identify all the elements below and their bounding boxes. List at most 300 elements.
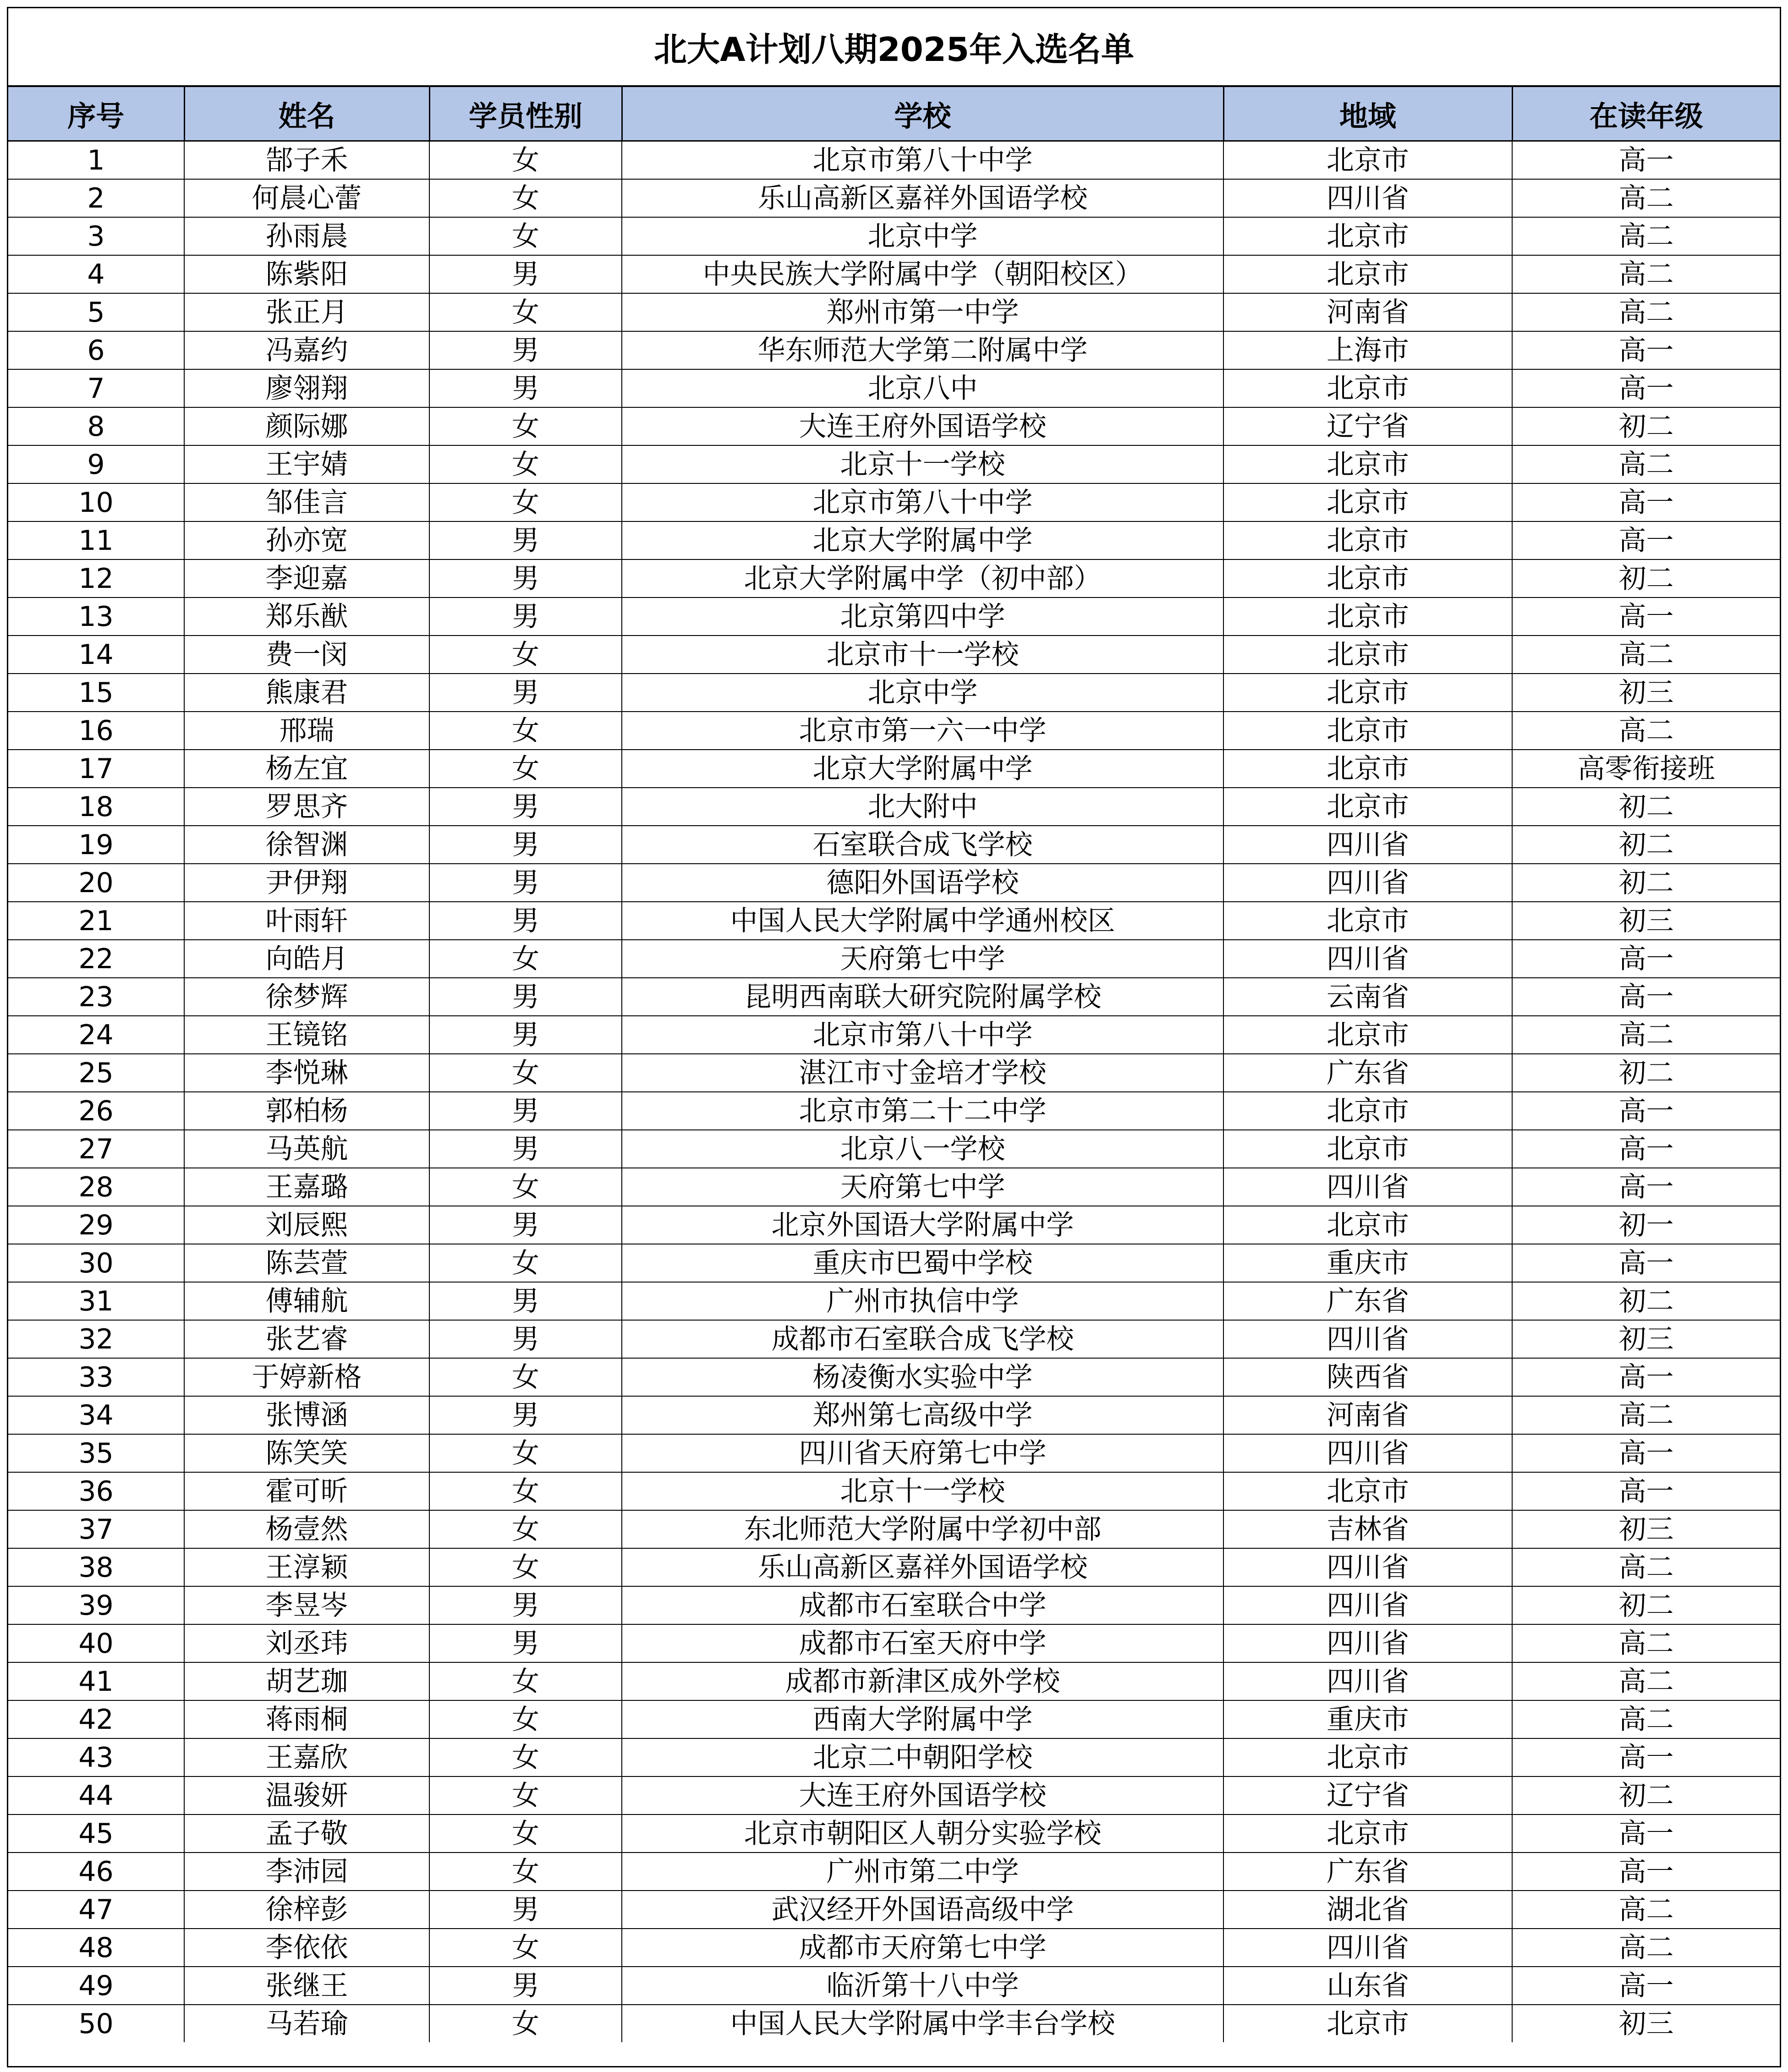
table-row	[8, 1967, 1780, 2005]
cell-school: 郑州市第一中学	[622, 293, 1223, 331]
cell-region: 河南省	[1223, 293, 1512, 331]
cell-number: 37	[8, 1510, 184, 1548]
cell-school: 北京第四中学	[622, 597, 1223, 636]
cell-name: 陈紫阳	[184, 255, 429, 293]
cell-number: 14	[8, 636, 184, 674]
cell-grade: 高一	[1512, 1738, 1780, 1776]
table-row	[8, 1472, 1780, 1510]
cell-name: 徐梓彭	[184, 1891, 429, 1929]
table-row	[8, 1434, 1780, 1472]
header-school: 学校	[622, 87, 1223, 141]
cell-grade: 高一	[1512, 483, 1780, 521]
cell-gender: 男	[429, 826, 622, 864]
cell-grade: 高一	[1512, 1168, 1780, 1206]
cell-grade: 高一	[1512, 1814, 1780, 1853]
cell-number: 11	[8, 521, 184, 559]
cell-grade: 高二	[1512, 1016, 1780, 1054]
table-row	[8, 788, 1780, 826]
cell-region: 北京市	[1223, 559, 1512, 597]
cell-gender: 女	[429, 1358, 622, 1396]
cell-region: 重庆市	[1223, 1700, 1512, 1738]
cell-grade: 高零衔接班	[1512, 750, 1780, 788]
cell-grade: 高二	[1512, 293, 1780, 331]
cell-grade: 高一	[1512, 1092, 1780, 1130]
table-row	[8, 1206, 1780, 1244]
cell-school: 北京市第八十中学	[622, 141, 1223, 180]
cell-name: 杨壹然	[184, 1510, 429, 1548]
cell-name: 孟子敬	[184, 1814, 429, 1853]
cell-number: 20	[8, 864, 184, 902]
cell-name: 温骏妍	[184, 1776, 429, 1814]
cell-grade: 初三	[1512, 2005, 1780, 2042]
header-name: 姓名	[184, 87, 429, 141]
cell-gender: 女	[429, 1662, 622, 1700]
cell-grade: 高二	[1512, 217, 1780, 255]
cell-number: 10	[8, 483, 184, 521]
cell-gender: 女	[429, 217, 622, 255]
cell-school: 北京外国语大学附属中学	[622, 1206, 1223, 1244]
cell-gender: 男	[429, 255, 622, 293]
cell-region: 北京市	[1223, 2005, 1512, 2042]
cell-gender: 男	[429, 1016, 622, 1054]
cell-name: 李昱岑	[184, 1586, 429, 1624]
table-row	[8, 1130, 1780, 1168]
cell-gender: 女	[429, 712, 622, 750]
cell-school: 中央民族大学附属中学（朝阳校区）	[622, 255, 1223, 293]
cell-region: 北京市	[1223, 597, 1512, 636]
cell-region: 北京市	[1223, 902, 1512, 940]
table-row	[8, 712, 1780, 750]
cell-number: 49	[8, 1967, 184, 2005]
cell-number: 40	[8, 1624, 184, 1662]
cell-gender: 男	[429, 1624, 622, 1662]
table-row	[8, 521, 1780, 559]
cell-region: 陕西省	[1223, 1358, 1512, 1396]
table-row	[8, 1016, 1780, 1054]
table-row	[8, 369, 1780, 407]
cell-number: 25	[8, 1054, 184, 1092]
table-row	[8, 1662, 1780, 1700]
cell-school: 西南大学附属中学	[622, 1700, 1223, 1738]
cell-region: 四川省	[1223, 1624, 1512, 1662]
cell-number: 34	[8, 1396, 184, 1434]
table-row	[8, 978, 1780, 1016]
cell-region: 云南省	[1223, 978, 1512, 1016]
cell-grade: 高一	[1512, 978, 1780, 1016]
cell-number: 6	[8, 331, 184, 369]
cell-number: 42	[8, 1700, 184, 1738]
cell-grade: 初三	[1512, 674, 1780, 712]
cell-number: 3	[8, 217, 184, 255]
cell-gender: 女	[429, 141, 622, 180]
cell-region: 北京市	[1223, 788, 1512, 826]
cell-grade: 高二	[1512, 445, 1780, 483]
cell-name: 张继王	[184, 1967, 429, 2005]
cell-school: 北京大学附属中学（初中部）	[622, 559, 1223, 597]
cell-number: 36	[8, 1472, 184, 1510]
cell-number: 27	[8, 1130, 184, 1168]
cell-number: 22	[8, 940, 184, 978]
cell-school: 北京八中	[622, 369, 1223, 407]
cell-name: 王镜铭	[184, 1016, 429, 1054]
cell-region: 辽宁省	[1223, 1776, 1512, 1814]
cell-name: 李依依	[184, 1929, 429, 1967]
cell-name: 王嘉璐	[184, 1168, 429, 1206]
cell-gender: 女	[429, 1814, 622, 1853]
cell-number: 43	[8, 1738, 184, 1776]
cell-gender: 男	[429, 369, 622, 407]
cell-number: 48	[8, 1929, 184, 1967]
cell-name: 徐智渊	[184, 826, 429, 864]
cell-name: 邢瑞	[184, 712, 429, 750]
table-row	[8, 1092, 1780, 1130]
cell-name: 邹佳言	[184, 483, 429, 521]
cell-name: 郭柏杨	[184, 1092, 429, 1130]
cell-gender: 女	[429, 1853, 622, 1891]
cell-school: 临沂第十八中学	[622, 1967, 1223, 2005]
cell-grade: 高二	[1512, 1700, 1780, 1738]
cell-grade: 初二	[1512, 1776, 1780, 1814]
table-row	[8, 636, 1780, 674]
cell-region: 山东省	[1223, 1967, 1512, 2005]
cell-school: 北京十一学校	[622, 445, 1223, 483]
cell-school: 东北师范大学附属中学初中部	[622, 1510, 1223, 1548]
cell-school: 郑州第七高级中学	[622, 1396, 1223, 1434]
table-row	[8, 483, 1780, 521]
header-grade: 在读年级	[1512, 87, 1780, 141]
cell-region: 北京市	[1223, 521, 1512, 559]
cell-school: 北京市第八十中学	[622, 1016, 1223, 1054]
cell-gender: 男	[429, 674, 622, 712]
cell-gender: 男	[429, 1282, 622, 1320]
cell-school: 北京十一学校	[622, 1472, 1223, 1510]
cell-grade: 高一	[1512, 1244, 1780, 1282]
cell-gender: 女	[429, 1548, 622, 1586]
cell-number: 35	[8, 1434, 184, 1472]
cell-grade: 初二	[1512, 1282, 1780, 1320]
cell-grade: 初二	[1512, 788, 1780, 826]
cell-number: 47	[8, 1891, 184, 1929]
cell-region: 四川省	[1223, 179, 1512, 217]
table-row	[8, 750, 1780, 788]
cell-name: 张正月	[184, 293, 429, 331]
cell-gender: 男	[429, 978, 622, 1016]
cell-region: 重庆市	[1223, 1244, 1512, 1282]
cell-region: 四川省	[1223, 940, 1512, 978]
cell-school: 北京市十一学校	[622, 636, 1223, 674]
cell-number: 30	[8, 1244, 184, 1282]
cell-name: 傅辅航	[184, 1282, 429, 1320]
cell-number: 2	[8, 179, 184, 217]
cell-region: 四川省	[1223, 1662, 1512, 1700]
cell-school: 北京市第一六一中学	[622, 712, 1223, 750]
cell-number: 16	[8, 712, 184, 750]
cell-grade: 高二	[1512, 179, 1780, 217]
table-row	[8, 559, 1780, 597]
cell-name: 孙亦宽	[184, 521, 429, 559]
table-row	[8, 331, 1780, 369]
cell-school: 四川省天府第七中学	[622, 1434, 1223, 1472]
cell-gender: 男	[429, 864, 622, 902]
cell-name: 廖翎翔	[184, 369, 429, 407]
cell-gender: 女	[429, 407, 622, 445]
cell-name: 陈芸萱	[184, 1244, 429, 1282]
roster-table	[8, 87, 1780, 2042]
cell-gender: 女	[429, 2005, 622, 2042]
table-row	[8, 179, 1780, 217]
header-number: 序号	[8, 87, 184, 141]
cell-school: 重庆市巴蜀中学校	[622, 1244, 1223, 1282]
cell-number: 32	[8, 1320, 184, 1358]
cell-name: 张博涵	[184, 1396, 429, 1434]
cell-region: 四川省	[1223, 1168, 1512, 1206]
cell-number: 24	[8, 1016, 184, 1054]
table-row	[8, 293, 1780, 331]
cell-region: 北京市	[1223, 1206, 1512, 1244]
cell-school: 华东师范大学第二附属中学	[622, 331, 1223, 369]
cell-gender: 男	[429, 1967, 622, 2005]
cell-school: 广州市第二中学	[622, 1853, 1223, 1891]
cell-grade: 初二	[1512, 1586, 1780, 1624]
cell-number: 8	[8, 407, 184, 445]
cell-school: 天府第七中学	[622, 1168, 1223, 1206]
cell-number: 26	[8, 1092, 184, 1130]
cell-grade: 初二	[1512, 826, 1780, 864]
cell-number: 1	[8, 141, 184, 180]
cell-number: 9	[8, 445, 184, 483]
cell-region: 湖北省	[1223, 1891, 1512, 1929]
cell-region: 北京市	[1223, 750, 1512, 788]
cell-number: 50	[78, 2007, 114, 2040]
cell-grade: 初三	[1512, 1320, 1780, 1358]
cell-name: 孙雨晨	[184, 217, 429, 255]
table-row	[8, 1396, 1780, 1434]
cell-school: 天府第七中学	[622, 940, 1223, 978]
table-row	[8, 1282, 1780, 1320]
cell-grade: 高一	[1512, 1853, 1780, 1891]
cell-number: 44	[8, 1776, 184, 1814]
cell-name: 刘丞玮	[184, 1624, 429, 1662]
cell-grade: 高一	[1512, 369, 1780, 407]
cell-grade: 高一	[1512, 331, 1780, 369]
cell-gender: 男	[429, 1320, 622, 1358]
cell-number: 23	[8, 978, 184, 1016]
sheet-title: 北大A计划八期2025年入选名单	[8, 8, 1780, 87]
cell-name: 王宇婧	[184, 445, 429, 483]
cell-number: 18	[8, 788, 184, 826]
cell-gender: 男	[429, 1206, 622, 1244]
cell-school: 成都市石室天府中学	[622, 1624, 1223, 1662]
cell-gender: 男	[429, 1586, 622, 1624]
cell-gender: 男	[429, 521, 622, 559]
table-row	[8, 1853, 1780, 1891]
cell-number: 46	[8, 1853, 184, 1891]
cell-name: 霍可昕	[184, 1472, 429, 1510]
cell-gender: 女	[429, 940, 622, 978]
cell-number: 39	[8, 1586, 184, 1624]
cell-name: 尹伊翔	[184, 864, 429, 902]
cell-grade: 高二	[1512, 1891, 1780, 1929]
table-row	[8, 826, 1780, 864]
cell-grade: 初三	[1512, 1510, 1780, 1548]
cell-school: 德阳外国语学校	[622, 864, 1223, 902]
table-row	[8, 2005, 1780, 2042]
cell-grade: 高二	[1512, 1662, 1780, 1700]
table-row	[8, 902, 1780, 940]
cell-grade: 高一	[1512, 940, 1780, 978]
spreadsheet-table	[7, 7, 1781, 2067]
cell-grade: 高二	[1512, 1929, 1780, 1967]
table-row	[8, 1054, 1780, 1092]
cell-region: 四川省	[1223, 864, 1512, 902]
table-row	[8, 1358, 1780, 1396]
cell-region: 北京市	[1223, 1472, 1512, 1510]
cell-region: 四川省	[1223, 826, 1512, 864]
cell-region: 广东省	[1223, 1282, 1512, 1320]
cell-name: 郑乐猷	[184, 597, 429, 636]
cell-school: 乐山高新区嘉祥外国语学校	[622, 179, 1223, 217]
cell-region: 广东省	[1223, 1054, 1512, 1092]
table-row	[8, 597, 1780, 636]
table-row	[8, 674, 1780, 712]
table-row	[8, 1738, 1780, 1776]
table-row	[8, 141, 1780, 180]
cell-number: 19	[8, 826, 184, 864]
table-row	[8, 940, 1780, 978]
cell-name: 叶雨轩	[184, 902, 429, 940]
cell-school: 湛江市寸金培才学校	[622, 1054, 1223, 1092]
cell-region: 广东省	[1223, 1853, 1512, 1891]
table-row	[8, 255, 1780, 293]
cell-gender: 男	[429, 1396, 622, 1434]
cell-region: 北京市	[1223, 1814, 1512, 1853]
table-row	[8, 407, 1780, 445]
table-row	[8, 1320, 1780, 1358]
cell-school: 北京市第八十中学	[622, 483, 1223, 521]
cell-number: 4	[8, 255, 184, 293]
cell-school: 北京中学	[622, 217, 1223, 255]
table-row	[8, 217, 1780, 255]
cell-grade: 初三	[1512, 902, 1780, 940]
cell-region: 辽宁省	[1223, 407, 1512, 445]
cell-region: 北京市	[1223, 217, 1512, 255]
cell-gender: 男	[429, 1891, 622, 1929]
cell-gender: 男	[429, 559, 622, 597]
cell-name: 郜子禾	[184, 141, 429, 180]
cell-name: 王嘉欣	[184, 1738, 429, 1776]
cell-grade: 高二	[1512, 255, 1780, 293]
cell-school: 武汉经开外国语高级中学	[622, 1891, 1223, 1929]
cell-region: 四川省	[1223, 1434, 1512, 1472]
cell-gender: 女	[429, 1168, 622, 1206]
cell-name: 何晨心蕾	[184, 179, 429, 217]
table-row	[8, 1244, 1780, 1282]
cell-gender: 男	[429, 902, 622, 940]
table-row	[8, 1776, 1780, 1814]
cell-grade: 初二	[1512, 864, 1780, 902]
cell-school: 广州市执信中学	[622, 1282, 1223, 1320]
cell-gender: 男	[429, 1130, 622, 1168]
cell-region: 北京市	[1223, 712, 1512, 750]
cell-number: 17	[8, 750, 184, 788]
cell-name: 罗思齐	[184, 788, 429, 826]
table-body	[8, 141, 1780, 2043]
cell-school: 北京大学附属中学	[622, 521, 1223, 559]
cell-gender: 女	[429, 750, 622, 788]
cell-name: 杨左宜	[184, 750, 429, 788]
cell-gender: 女	[429, 1929, 622, 1967]
cell-region: 北京市	[1223, 1016, 1512, 1054]
cell-gender: 女	[429, 445, 622, 483]
cell-name: 李沛园	[184, 1853, 429, 1891]
header-gender: 学员性别	[429, 87, 622, 141]
cell-gender: 女	[429, 1776, 622, 1814]
cell-gender: 女	[429, 179, 622, 217]
cell-grade: 高二	[1512, 636, 1780, 674]
table-row	[8, 1548, 1780, 1586]
cell-school: 成都市新津区成外学校	[622, 1662, 1223, 1700]
cell-grade: 高一	[1512, 141, 1780, 180]
header-region: 地域	[1223, 87, 1512, 141]
cell-school: 北京市第二十二中学	[622, 1092, 1223, 1130]
cell-name: 刘辰熙	[184, 1206, 429, 1244]
cell-region: 四川省	[1223, 1548, 1512, 1586]
cell-school: 中国人民大学附属中学丰台学校	[622, 2005, 1223, 2042]
cell-number: 33	[8, 1358, 184, 1396]
cell-number: 38	[8, 1548, 184, 1586]
cell-number: 41	[8, 1662, 184, 1700]
cell-name: 熊康君	[184, 674, 429, 712]
cell-grade: 高一	[1512, 597, 1780, 636]
cell-gender: 女	[429, 1434, 622, 1472]
cell-region: 上海市	[1223, 331, 1512, 369]
cell-gender: 女	[429, 1054, 622, 1092]
cell-school: 中国人民大学附属中学通州校区	[622, 902, 1223, 940]
cell-number: 5	[8, 293, 184, 331]
cell-school: 大连王府外国语学校	[622, 1776, 1223, 1814]
cell-school: 昆明西南联大研究院附属学校	[622, 978, 1223, 1016]
cell-gender: 女	[429, 636, 622, 674]
cell-gender: 女	[429, 1738, 622, 1776]
cell-name: 马若瑜	[184, 2005, 429, 2042]
cell-region: 北京市	[1223, 141, 1512, 180]
cell-gender: 男	[429, 1092, 622, 1130]
cell-school: 乐山高新区嘉祥外国语学校	[622, 1548, 1223, 1586]
table-row	[8, 1929, 1780, 1967]
cell-region: 四川省	[1223, 1929, 1512, 1967]
cell-grade: 高一	[1512, 1472, 1780, 1510]
cell-gender: 女	[429, 1510, 622, 1548]
cell-region: 北京市	[1223, 255, 1512, 293]
cell-gender: 女	[429, 1244, 622, 1282]
cell-gender: 男	[429, 788, 622, 826]
header-row	[8, 87, 1780, 141]
cell-number: 7	[8, 369, 184, 407]
cell-school: 成都市石室联合中学	[622, 1586, 1223, 1624]
cell-grade: 高一	[1512, 1130, 1780, 1168]
cell-region: 河南省	[1223, 1396, 1512, 1434]
cell-region: 北京市	[1223, 1738, 1512, 1776]
cell-school: 成都市石室联合成飞学校	[622, 1320, 1223, 1358]
cell-number: 29	[8, 1206, 184, 1244]
cell-region: 吉林省	[1223, 1510, 1512, 1548]
cell-school: 北大附中	[622, 788, 1223, 826]
cell-grade: 高一	[1512, 521, 1780, 559]
cell-grade: 初二	[1512, 559, 1780, 597]
cell-region: 北京市	[1223, 369, 1512, 407]
cell-name: 于婷新格	[184, 1358, 429, 1396]
cell-name: 张艺睿	[184, 1320, 429, 1358]
